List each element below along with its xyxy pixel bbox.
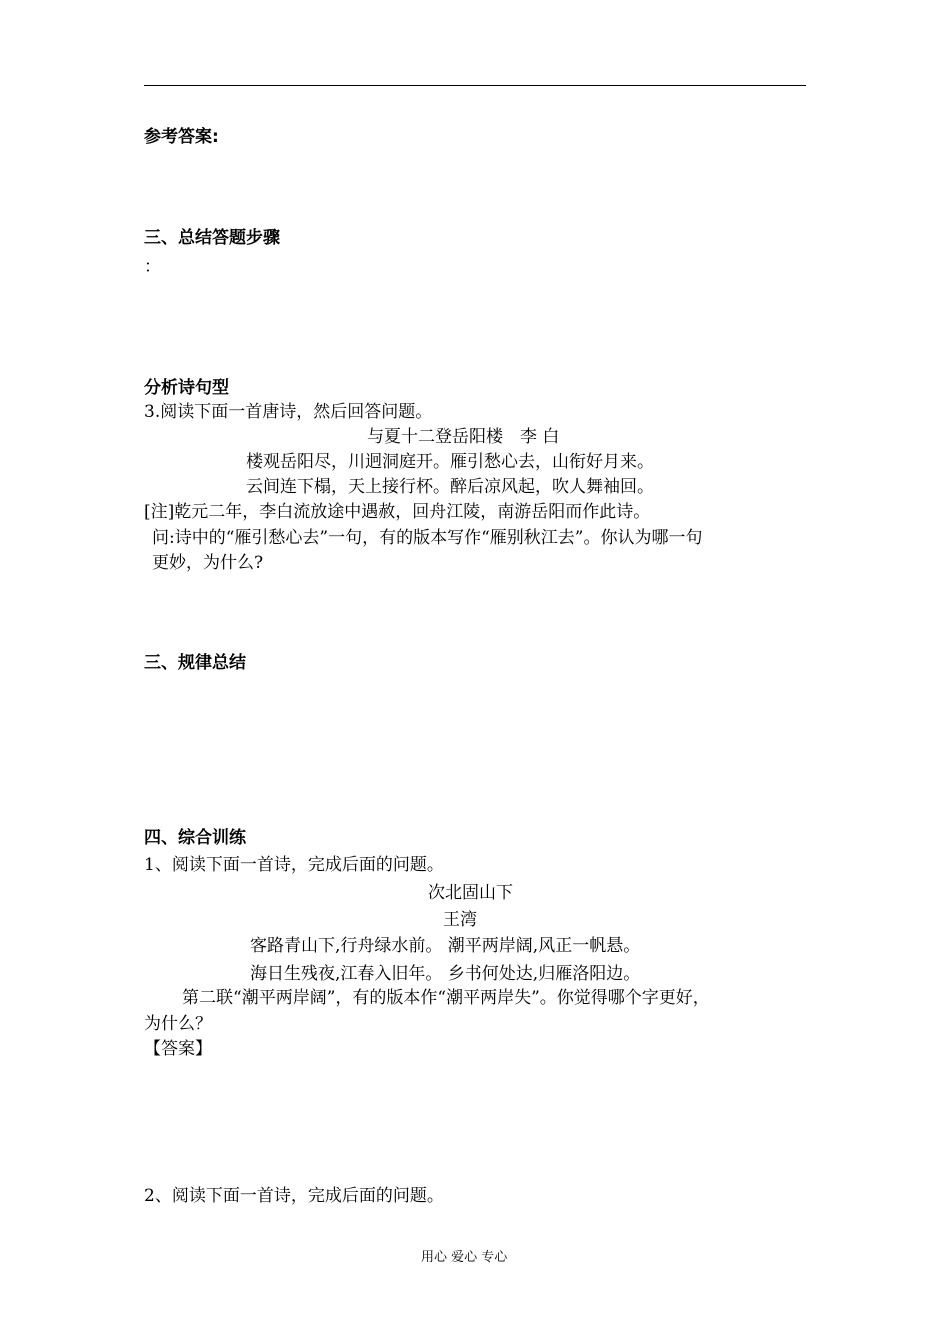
question-1-text: 问:诗中的“雁引愁心去”一句，有的版本写作“雁别秋江去”。你认为哪一句 xyxy=(152,528,703,548)
question-1-text-cont: 更妙，为什么? xyxy=(152,553,264,573)
question-3-prompt: 3.阅读下面一首唐诗，然后回答问题。 xyxy=(144,402,433,422)
poem1-title: 与夏十二登岳阳楼 李 白 xyxy=(367,427,560,447)
poem1-note: [注]乾元二年，李白流放途中遇赦，回舟江陵，南游岳阳而作此诗。 xyxy=(144,502,651,522)
training-q1-question: 第二联“潮平两岸阔”，有的版本作“潮平两岸失”。你觉得哪个字更好， xyxy=(182,988,710,1008)
header-rule xyxy=(144,85,806,86)
poem2-title: 次北固山下 xyxy=(428,883,513,903)
colon-mark: ： xyxy=(144,257,161,277)
section-steps-heading: 三、总结答题步骤 xyxy=(144,228,280,248)
section-rules-heading: 三、规律总结 xyxy=(144,653,246,673)
poem2-author: 王湾 xyxy=(443,910,477,930)
answer-label: 【答案】 xyxy=(144,1039,212,1059)
training-q2-prompt: 2、阅读下面一首诗，完成后面的问题。 xyxy=(144,1186,444,1206)
analyze-type-heading: 分析诗句型 xyxy=(144,378,229,398)
page-footer: 用心 爱心 专心 xyxy=(421,1250,508,1265)
training-q1-prompt: 1、阅读下面一首诗，完成后面的问题。 xyxy=(144,855,444,875)
poem1-line-1: 楼观岳阳尽，川迥洞庭开。雁引愁心去，山衔好月来。 xyxy=(246,452,654,472)
section-training-heading: 四、综合训练 xyxy=(144,828,246,848)
training-q1-question-cont: 为什么？ xyxy=(144,1014,212,1034)
poem2-line-2: 海日生残夜,江春入旧年。 乡书何处达,归雁洛阳边。 xyxy=(250,964,641,984)
poem2-line-1: 客路青山下,行舟绿水前。 潮平两岸阔,风正一帆悬。 xyxy=(250,936,641,956)
poem1-line-2: 云间连下榻，天上接行杯。醉后凉风起，吹人舞袖回。 xyxy=(246,477,654,497)
reference-answer-heading: 参考答案: xyxy=(144,127,219,147)
